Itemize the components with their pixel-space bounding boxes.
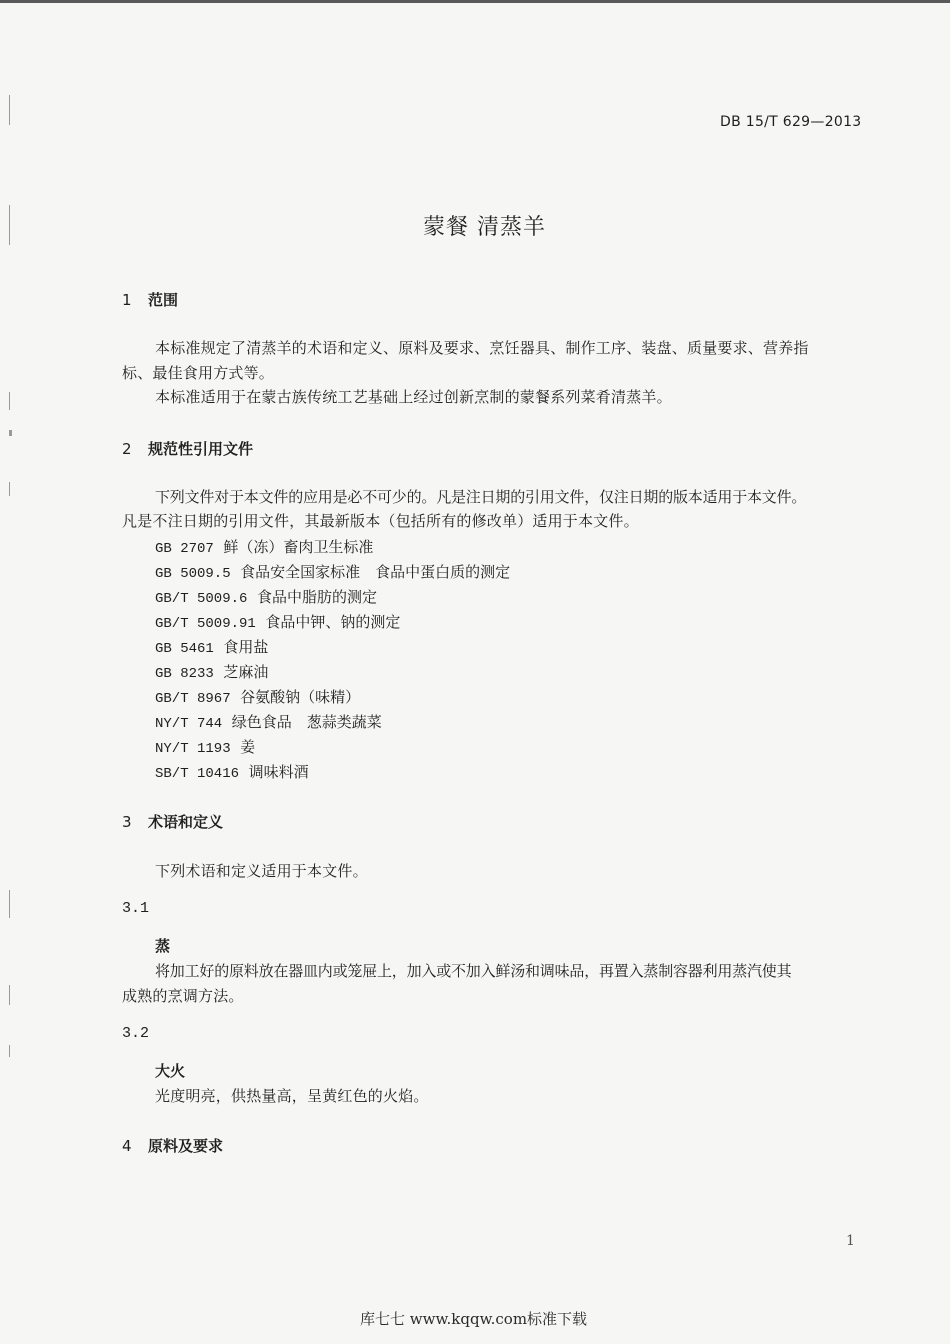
reference-code: GB/T 5009.6: [155, 591, 248, 607]
reference-code: NY/T 744: [155, 716, 223, 732]
paragraph-line: 下列术语和定义适用于本文件。: [155, 862, 368, 880]
reference-code: GB/T 8967: [155, 691, 231, 707]
reference-name: 绿色食品 葱蒜类蔬菜: [231, 713, 382, 731]
page-title: 蒙餐 清蒸羊: [423, 215, 546, 240]
scan-speck: [9, 95, 10, 125]
reference-name: 食品中钾、钠的测定: [265, 613, 401, 631]
section-number: 2: [122, 440, 132, 458]
scan-speck: [9, 392, 10, 410]
reference-item: [155, 536, 373, 557]
paragraph-line: 标、最佳食用方式等。: [122, 364, 275, 382]
reference-name: 食品安全国家标准 食品中蛋白质的测定: [240, 563, 511, 581]
section-4-heading: [122, 1135, 223, 1156]
reference-item: [155, 611, 400, 632]
section-number: 4: [122, 1137, 132, 1155]
scan-speck: [9, 1045, 10, 1057]
reference-code: GB 2707: [155, 541, 214, 557]
reference-code: SB/T 10416: [155, 766, 240, 782]
section-1-heading: [122, 289, 178, 310]
section-title: 原料及要求: [148, 1137, 224, 1155]
section-number: 1: [122, 291, 132, 309]
term-title: 大火: [155, 1062, 186, 1080]
section-title: 范围: [148, 291, 179, 309]
reference-item: [155, 761, 309, 782]
paragraph-line: 光度明亮，供热量高，呈黄红色的火焰。: [155, 1087, 429, 1105]
section-3-heading: [122, 811, 223, 832]
term-title: 蒸: [155, 937, 171, 955]
page-number: 1: [846, 1233, 855, 1249]
reference-item: [155, 636, 268, 657]
footer-watermark: 库七七 www.kqqw.com标准下载: [360, 1310, 588, 1328]
reference-code: GB/T 5009.91: [155, 616, 256, 632]
clause-number: 3.1: [122, 900, 150, 917]
reference-name: 调味料酒: [248, 763, 309, 781]
document-code: DB 15/T 629—2013: [720, 114, 862, 130]
reference-item: [155, 736, 255, 757]
reference-code: NY/T 1193: [155, 741, 231, 757]
scan-speck: [9, 985, 10, 1005]
reference-code: GB 5461: [155, 641, 214, 657]
reference-name: 芝麻油: [223, 663, 269, 681]
reference-name: 食品中脂肪的测定: [256, 588, 377, 606]
section-2-heading: [122, 438, 253, 459]
paragraph-line: 凡是不注日期的引用文件，其最新版本（包括所有的修改单）适用于本文件。: [122, 512, 639, 530]
scan-speck: [9, 205, 10, 245]
reference-item: [155, 661, 268, 682]
reference-code: GB 5009.5: [155, 566, 231, 582]
section-title: 规范性引用文件: [148, 440, 254, 458]
reference-name: 鲜（冻）畜肉卫生标准: [223, 538, 374, 556]
paragraph-line: 本标准适用于在蒙古族传统工艺基础上经过创新烹制的蒙餐系列菜肴清蒸羊。: [155, 388, 672, 406]
paragraph-line: 下列文件对于本文件的应用是必不可少的。凡是注日期的引用文件，仅注日期的版本适用于本文件。: [155, 488, 807, 506]
paragraph-line: 本标准规定了清蒸羊的术语和定义、原料及要求、烹饪器具、制作工序、装盘、质量要求、营养指: [155, 339, 809, 357]
reference-code: GB 8233: [155, 666, 214, 682]
scan-top-border: [0, 0, 950, 3]
reference-item: [155, 686, 360, 707]
scan-speck: [9, 482, 10, 496]
reference-item: [155, 561, 510, 582]
section-number: 3: [122, 813, 132, 831]
scan-speck: [9, 430, 12, 436]
reference-name: 食用盐: [223, 638, 269, 656]
section-title: 术语和定义: [148, 813, 224, 831]
reference-name: 谷氨酸钠（味精）: [240, 688, 361, 706]
reference-item: [155, 586, 377, 607]
scan-speck: [9, 890, 10, 918]
paragraph-line: 成熟的烹调方法。: [122, 987, 244, 1005]
clause-number: 3.2: [122, 1025, 150, 1042]
reference-name: 姜: [240, 738, 256, 756]
reference-item: [155, 711, 382, 732]
paragraph-line: 将加工好的原料放在器皿内或笼屉上，加入或不加入鲜汤和调味品，再置入蒸制容器利用蒸汽使其: [155, 962, 792, 980]
